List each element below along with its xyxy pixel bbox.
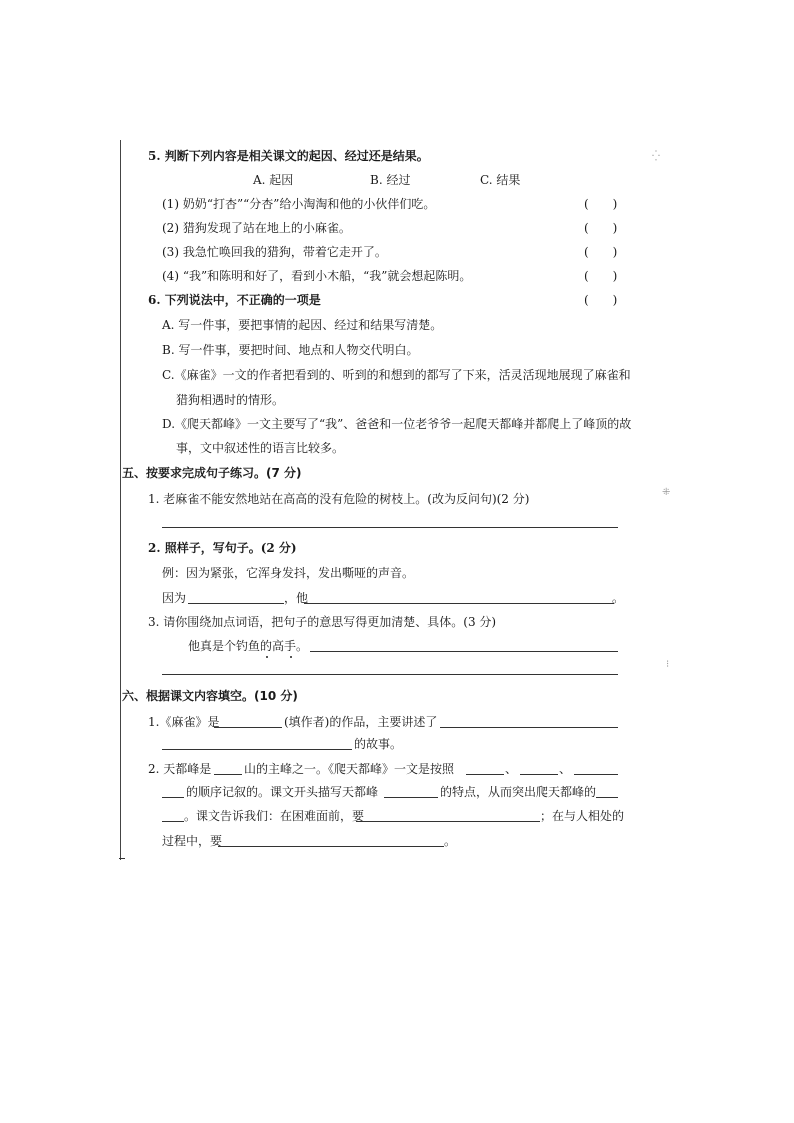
q5-item-3: (3) 我急忙唤回我的猎狗，带着它走开了。 <box>162 245 387 259</box>
answer-line[interactable] <box>214 774 242 775</box>
sec6-q1-mid: (填作者)的作品，主要讲述了 <box>284 715 438 729</box>
answer-line[interactable] <box>162 674 618 675</box>
sec5-q2: 2. 照样子，写句子。(2 分) <box>148 541 297 555</box>
sec6-q2-lesson: 。课文告诉我们：在困难面前，要 <box>184 809 365 823</box>
sec6-q1-end: 的故事。 <box>354 737 403 751</box>
q5-item-1: (1) 奶奶“打杏”“分杏”给小淘淘和他的小伙伴们吃。 <box>162 197 436 211</box>
sec6-q2-relate: ；在与人相处的 <box>540 809 625 823</box>
scan-speck: ⁜ <box>662 487 671 498</box>
answer-line[interactable] <box>440 727 618 728</box>
answer-parens[interactable]: ( ) <box>584 269 618 283</box>
q5-item-2: (2) 猎狗发现了站在地上的小麻雀。 <box>162 221 351 235</box>
q5-option-b: B. 经过 <box>370 173 411 187</box>
emphasis-dot <box>290 656 292 658</box>
scan-speck: ⁝ <box>666 659 670 670</box>
q6-title: 6. 下列说法中，不正确的一项是 <box>148 293 321 307</box>
margin-bar <box>120 140 121 860</box>
q6-option-a: A. 写一件事，要把事情的起因、经过和结果写清楚。 <box>162 318 443 332</box>
sec6-q2-process: 过程中，要 <box>162 834 223 848</box>
answer-parens[interactable]: ( ) <box>584 245 618 259</box>
q6-option-c-cont: 猎狗相遇时的情形。 <box>176 393 285 407</box>
margin-mark <box>119 858 125 859</box>
q6-option-c: C.《麻雀》一文的作者把看到的、听到的和想到的都写了下来，活灵活现地展现了麻雀和 <box>162 368 631 382</box>
answer-line[interactable] <box>466 774 504 775</box>
answer-line[interactable] <box>384 797 438 798</box>
answer-line[interactable] <box>162 821 184 822</box>
sec6-q2-start: 2. 天都峰是 <box>148 762 212 776</box>
q5-title: 5. 判断下列内容是相关课文的起因、经过还是结果。 <box>148 149 429 163</box>
section-5-title: 五、按要求完成句子练习。(7 分) <box>122 466 302 480</box>
answer-line[interactable] <box>162 527 618 528</box>
sec6-q2-feature: 的特点，从而突出爬天都峰的 <box>440 785 597 799</box>
answer-parens[interactable]: ( ) <box>584 293 618 307</box>
sec6-q2-period: 。 <box>444 834 457 848</box>
scan-speck: ⁛ <box>652 151 660 162</box>
sec5-period: 。 <box>612 591 625 605</box>
q6-option-b: B. 写一件事，要把时间、地点和人物交代明白。 <box>162 343 419 357</box>
q5-item-4: (4) “我”和陈明和好了，看到小木船，“我”就会想起陈明。 <box>162 269 472 283</box>
answer-line[interactable] <box>162 749 352 750</box>
section-6-title: 六、根据课文内容填空。(10 分) <box>122 689 298 703</box>
sec6-q1-start: 1.《麻雀》是 <box>148 715 220 729</box>
sec5-because: 因为 <box>162 591 187 605</box>
answer-line[interactable] <box>162 797 184 798</box>
emphasis-dot <box>266 656 268 658</box>
answer-parens[interactable]: ( ) <box>584 221 618 235</box>
answer-line[interactable] <box>574 774 618 775</box>
answer-parens[interactable]: ( ) <box>584 197 618 211</box>
sec5-q1: 1. 老麻雀不能安然地站在高高的没有危险的树枝上。(改为反问句)(2 分) <box>148 492 530 506</box>
answer-line[interactable] <box>218 846 444 847</box>
answer-line[interactable] <box>304 603 614 604</box>
answer-line[interactable] <box>596 797 618 798</box>
sec5-he: ，他 <box>284 591 309 605</box>
sec6-q2-comma: 、 <box>559 762 572 776</box>
sec5-sentence: 他真是个钓鱼的高手。 <box>188 639 309 653</box>
answer-line[interactable] <box>188 603 284 604</box>
q5-option-c: C. 结果 <box>480 173 521 187</box>
sec6-q2-order: 的顺序记叙的。课文开头描写天都峰 <box>186 785 379 799</box>
answer-line[interactable] <box>310 651 618 652</box>
sec6-q2-comma: 、 <box>505 762 518 776</box>
q6-option-d: D.《爬天都峰》一文主要写了“我”、爸爸和一位老爷爷一起爬天都峰并都爬上了峰顶的故 <box>162 417 632 431</box>
sec5-q3: 3. 请你围绕加点词语，把句子的意思写得更加清楚、具体。(3 分) <box>148 615 497 629</box>
q5-option-a: A. 起因 <box>253 173 294 187</box>
answer-line[interactable] <box>520 774 558 775</box>
answer-line[interactable] <box>356 821 540 822</box>
q6-option-d-cont: 事，文中叙述性的语言比较多。 <box>176 441 345 455</box>
sec5-example: 例：因为紧张，它浑身发抖，发出嘶哑的声音。 <box>162 566 415 580</box>
answer-line[interactable] <box>214 727 282 728</box>
sec6-q2-mid: 山的主峰之一。《爬天都峰》一文是按照 <box>244 762 455 776</box>
